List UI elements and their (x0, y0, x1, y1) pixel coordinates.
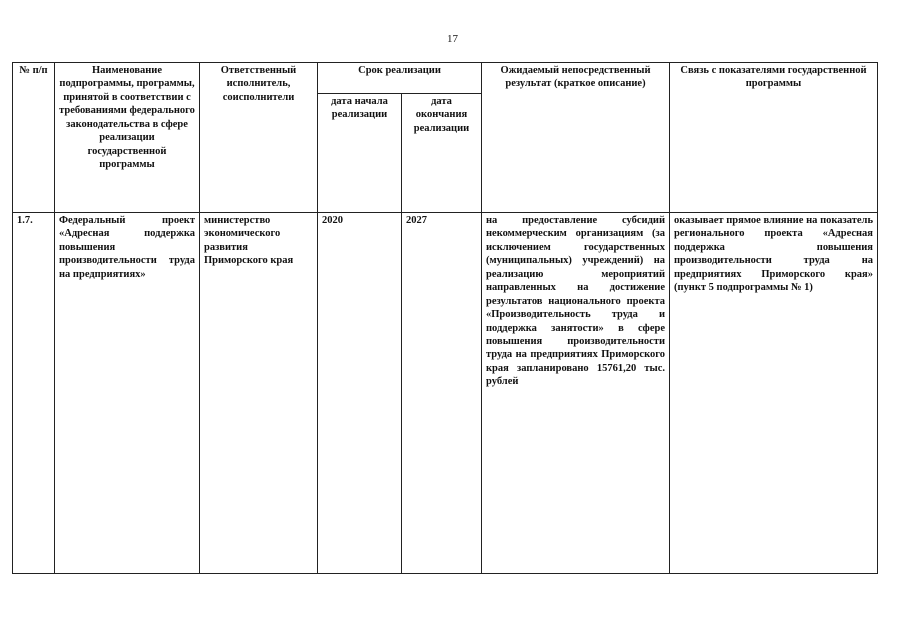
cell-end: 2027 (402, 213, 482, 574)
header-responsible: Ответственный исполнитель, соисполнители (200, 63, 318, 213)
cell-responsible: министерство экономического развития Приморского края (200, 213, 318, 574)
header-result: Ожидаемый непосредственный результат (краткое описание) (482, 63, 670, 213)
cell-name: Федеральный проект «Адресная поддержка повышения производительности труда на предприятиях» (55, 213, 200, 574)
header-link: Связь с показателями государственной программы (670, 63, 878, 213)
header-name: Наименование подпрограммы, программы, принятой в соответствии с требованиями федерального законодательства в сфере реализации государственной программы (55, 63, 200, 213)
header-start-date: дата начала реализации (318, 94, 402, 213)
page-number: 17 (447, 33, 458, 45)
cell-result: на предоставление субсидий некоммерческим организациям (за исключением государственных (муниципальных) учреждений) на реализацию мероприятий направленных на достижение результатов национального проекта «Производительность труда и поддержка занятости» в сфере повышения производительности труда на предприятиях Приморского края запланировано 15761,20 тыс. рублей (482, 213, 670, 574)
cell-start: 2020 (318, 213, 402, 574)
header-period: Срок реализации (318, 63, 482, 94)
table-header-row (13, 63, 878, 94)
header-num: № п/п (13, 63, 55, 213)
table-row (13, 213, 878, 574)
cell-num: 1.7. (13, 213, 55, 574)
header-end-date: дата окончания реализации (402, 94, 482, 213)
program-table (12, 62, 878, 574)
cell-link: оказывает прямое влияние на показатель регионального проекта «Адресная поддержка повышения производительности труда на предприятиях Приморского края» (пункт 5 подпрограммы № 1) (670, 213, 878, 574)
